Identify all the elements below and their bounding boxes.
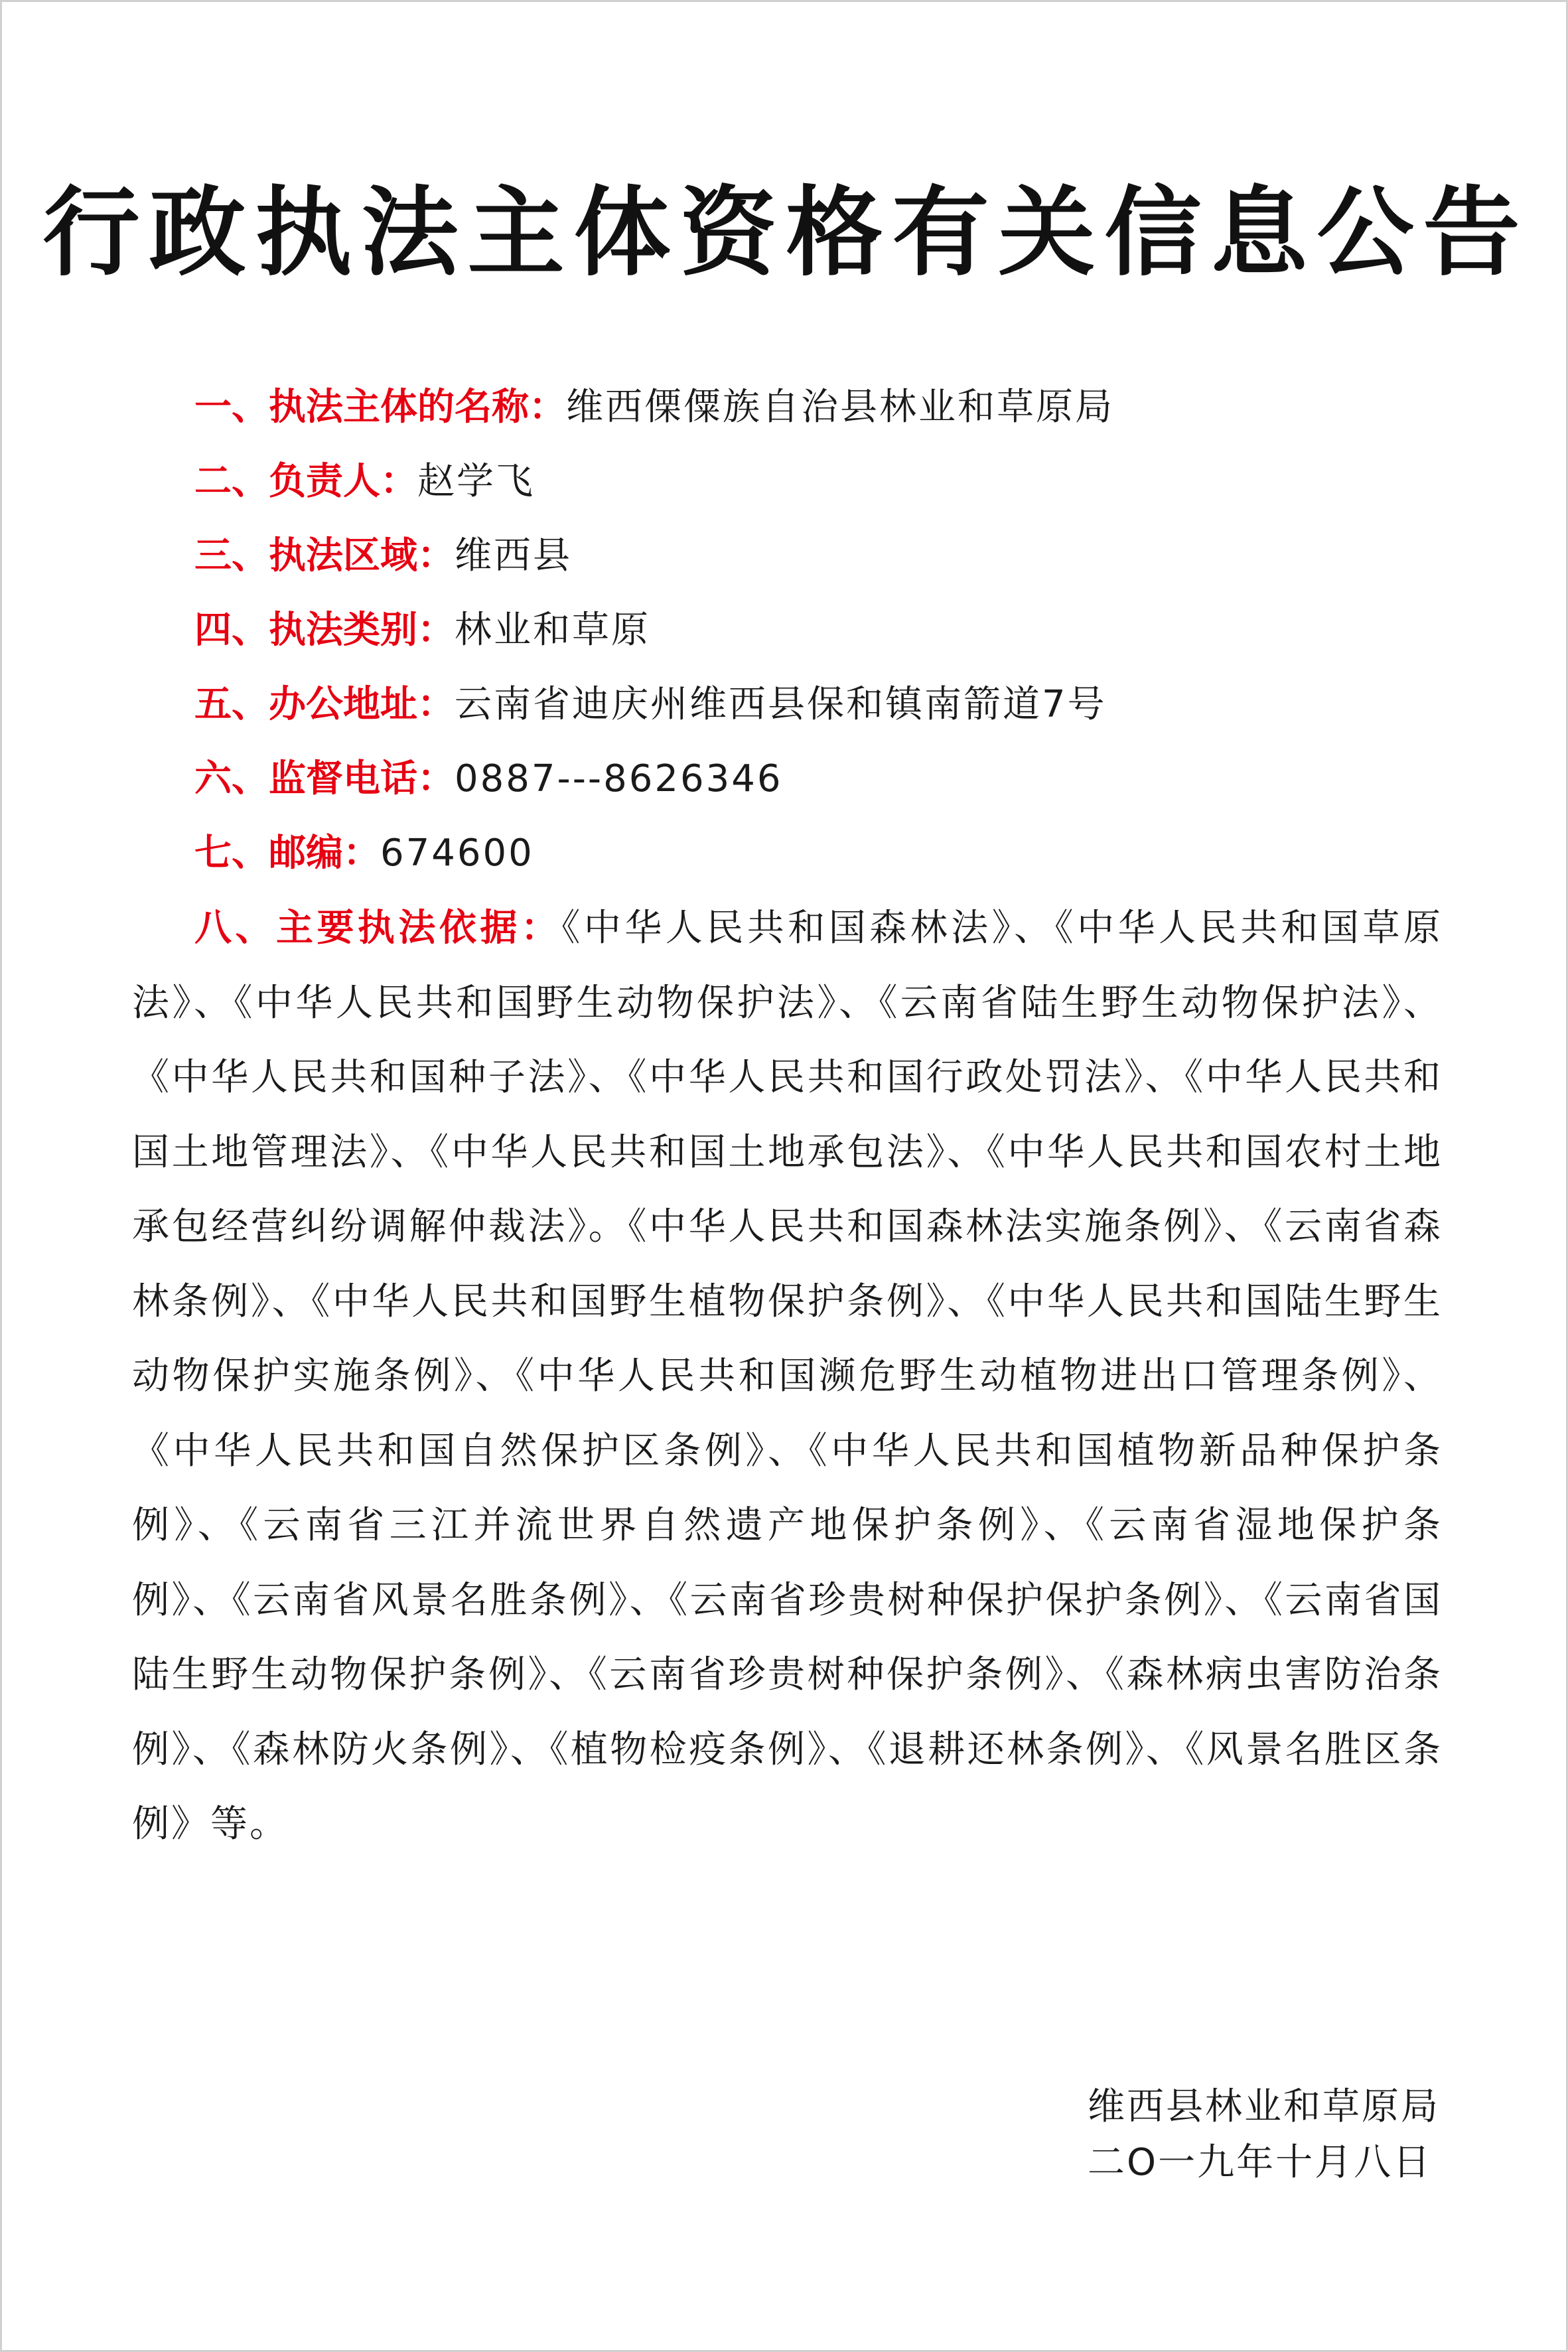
info-value: 云南省迪庆州维西县保和镇南箭道7号 <box>455 683 1107 726</box>
signoff-org: 维西县林业和草原局 <box>1088 2085 1440 2128</box>
signoff-block <box>1088 2079 1440 2191</box>
info-label: 六、监督电话： <box>194 757 455 800</box>
info-label: 二、负责人： <box>194 460 417 503</box>
legal-basis-label: 八、主要执法依据： <box>194 907 562 950</box>
info-item-enforcement-category <box>194 593 1455 668</box>
info-value: 赵学飞 <box>417 460 535 503</box>
info-item-postcode <box>194 816 1455 891</box>
info-value: 林业和草原 <box>455 609 650 652</box>
info-value: 维西县 <box>455 534 572 577</box>
info-item-entity-name <box>194 370 1455 445</box>
info-value: 维西傈僳族自治县林业和草原局 <box>566 386 1114 429</box>
info-label: 一、执法主体的名称： <box>194 386 566 429</box>
legal-basis-paragraph <box>132 891 1443 1862</box>
info-list <box>194 370 1455 891</box>
signoff-date: 二O一九年十月八日 <box>1088 2141 1433 2184</box>
info-item-enforcement-area <box>194 519 1455 593</box>
page-title: 行政执法主体资格有关信息公告 <box>42 176 1530 289</box>
info-item-office-address <box>194 668 1455 742</box>
info-label: 五、办公地址： <box>194 683 455 726</box>
info-label: 七、邮编： <box>194 832 380 875</box>
info-value: 0887---8626346 <box>455 757 783 800</box>
info-value: 674600 <box>380 832 534 875</box>
info-label: 四、执法类别： <box>194 609 455 652</box>
legal-basis-text: 《中华人民共和国森林法》、《中华人民共和国草原法》、《中华人民共和国野生动物保护法》、《云南省陆生野生动物保护法》、《中华人民共和国种子法》、《中华人民共和国行政处罚法》、《中华人民共和国土地管理法》、《中华人民共和国土地承包法》、《中华人民共和国农村土地承包经营纠纷调解仲裁法》。《中华人民共和国森林法实施条例》、《云南省森林条例》、《中华人民共和国野生植物保护条例》、《中华人民共和国陆生野生动物保护实施条例》、《中华人民共和国濒危野生动植物进出口管理条例》、《中华人民共和国自然保护区条例》、《中华人民共和国植物新品种保护条例》、《云南省三江并流世界自然遗产地保护条例》、《云南省湿地保护条例》、《云南省风景名胜条例》、《云南省珍贵树种保护保护条例》、《云南省国陆生野生动物保护条例》、《云南省珍贵树种保护条例》、《森林病虫害防治条例》、《森林防火条例》、《植物检疫条例》、《退耕还林条例》、《风景名胜区条例》等。 <box>132 907 1443 1846</box>
info-item-supervision-phone <box>194 742 1455 816</box>
info-item-responsible-person <box>194 445 1455 519</box>
info-label: 三、执法区域： <box>194 534 455 577</box>
